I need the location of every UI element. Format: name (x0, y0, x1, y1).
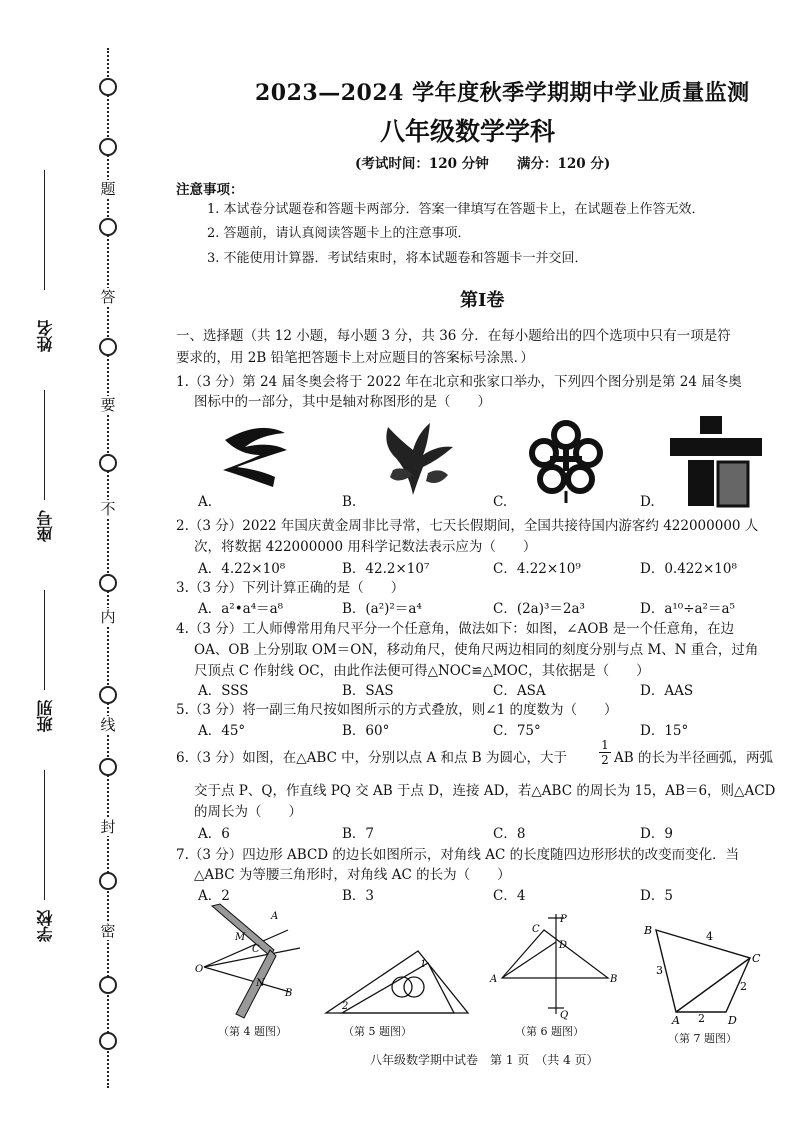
binding-circle (99, 1032, 117, 1050)
notes-heading: 注意事项： (176, 182, 244, 198)
fig6-label: Q (560, 1010, 569, 1020)
fig7-label: A (672, 1014, 680, 1024)
q1-figure-a (215, 415, 305, 505)
q4-stem: 4.（3 分）工人师傅常用角尺平分一个任意角，做法如下：如图，∠AOB 是一个任意角，在边 (176, 621, 735, 637)
fig4-label: N (256, 978, 265, 989)
binding-circle (99, 574, 117, 592)
fig7-label: 3 (656, 964, 663, 977)
section-title: 第Ⅰ卷 (460, 290, 505, 311)
q2-stem: 2.（3 分）2022 年国庆黄金周非比寻常，七天长假期间，全国共接待国内游客约 422000000 人 (176, 518, 759, 534)
binding-char: 内 (100, 608, 116, 626)
q5-option-a: A．45° (198, 723, 246, 739)
q3-option-c: C．(2a)³＝2a³ (493, 601, 585, 617)
q7-option-d: D．5 (640, 888, 673, 904)
q6-fraction (599, 738, 611, 767)
q7-option-b: B．3 (342, 888, 375, 904)
q6-stem: AB 的长为半径画弧，两弧 (614, 750, 773, 766)
fig6-label: D (559, 940, 568, 951)
q7-stem: 7.（3 分）四边形 ABCD 的边长如图所示，对角线 AC 的长度随四边形形状的改变而变化．当 (176, 847, 740, 863)
binding-char: 不 (100, 500, 116, 518)
q4-option-c: C．ASA (493, 683, 546, 699)
q1-option-d: D. (640, 494, 655, 510)
section-intro: 要求的，用 2B 铅笔把答题卡上对应题目的答案标号涂黑．） (176, 350, 534, 366)
binding-circle (99, 758, 117, 776)
school-label: 学校 (36, 910, 55, 942)
q6-option-c: C．8 (493, 826, 526, 842)
fig7-label: B (644, 924, 653, 937)
q4-option-d: D．AAS (640, 683, 694, 699)
figure-5-caption: （第 5 题图） (343, 1025, 412, 1038)
q4-option-b: B．SAS (342, 683, 394, 699)
binding-circle (99, 138, 117, 156)
q7-option-a: A．2 (198, 888, 230, 904)
name-label: 姓名 (36, 320, 55, 352)
fig4-label: M (235, 932, 246, 943)
fig7-label: 2 (740, 980, 747, 993)
q4-stem: 尺顶点 C 作射线 OC，由此作法便可得△NOC≌△MOC，其依据是（ ） (194, 663, 650, 679)
q6-fraction-denominator: 2 (599, 752, 611, 767)
q2-option-c: C．4.22×10⁹ (493, 561, 581, 577)
class-blank-line (44, 590, 45, 690)
fig4-label: B (285, 988, 293, 999)
fig6-label: B (610, 974, 618, 985)
fig6-label: A (490, 974, 498, 985)
q3-option-b: B．(a²)²＝a⁴ (342, 601, 422, 617)
figure-6 (486, 910, 626, 1020)
q6-option-b: B．7 (342, 826, 375, 842)
fig7-label: D (728, 1014, 737, 1024)
q1-option-a: A. (198, 494, 213, 510)
figure-7 (638, 918, 768, 1024)
q1-option-c: C. (493, 494, 508, 510)
fig7-label: 4 (706, 930, 713, 943)
figure-7-caption: （第 7 题图） (668, 1032, 737, 1045)
seat-label: 座号 (36, 510, 55, 542)
q1-figure-c (520, 413, 612, 505)
q1-stem: 图标中的一部分，其中是轴对称图形的是（ ） (194, 394, 491, 410)
q3-stem: 3.（3 分）下列计算正确的是（ ） (176, 580, 405, 596)
q1-figure-b (368, 415, 463, 505)
fig7-label: 2 (698, 1012, 705, 1024)
q6-option-a: A．6 (198, 826, 230, 842)
q1-stem: 1.（3 分）第 24 届冬奥会将于 2022 年在北京和张家口举办，下列四个图分别是第 24 届冬奥 (176, 374, 742, 390)
binding-circle (99, 338, 117, 356)
fig5-label: 1 (420, 959, 427, 970)
fig6-label: C (532, 924, 540, 935)
q6-stem: 交于点 P、Q，作直线 PQ 交 AB 于点 D，连接 AD，若△ABC 的周长为 15，AB＝6，则△ACD (194, 783, 776, 799)
fig6-label: P (560, 914, 567, 925)
q7-option-c: C．4 (493, 888, 526, 904)
binding-circle (99, 976, 117, 994)
figure-5 (322, 945, 472, 1020)
seat-blank-line (44, 390, 45, 500)
q3-option-a: A．a²•a⁴＝a⁸ (198, 601, 284, 617)
binding-circle (99, 454, 117, 472)
q4-stem: OA、OB 上分别取 OM＝ON，移动角尺，使角尺两边相同的刻度分别与点 M、N 重合，过角 (194, 642, 759, 658)
q1-figure-d (666, 412, 766, 508)
binding-circle (99, 218, 117, 236)
figure-4 (192, 900, 312, 1020)
class-label: 班别 (36, 700, 55, 732)
q2-option-a: A．4.22×10⁸ (198, 561, 286, 577)
note-item: 1. 本试卷分试题卷和答题卡两部分．答案一律填写在答题卡上，在试题卷上作答无效． (207, 202, 705, 217)
binding-char: 答 (100, 288, 116, 306)
exam-title: 2023—2024 学年度秋季学期期中学业质量监测 (255, 80, 750, 106)
fig4-label: C (252, 944, 260, 955)
fig4-label: A (271, 911, 279, 922)
q6-stem: 的周长为（ ） (194, 804, 302, 820)
binding-circle (99, 78, 117, 96)
q5-option-c: C．75° (493, 723, 541, 739)
q5-stem: 5.（3 分）将一副三角尺按如图所示的方式叠放，则∠1 的度数为（ ） (176, 702, 618, 718)
fig7-label: C (752, 952, 761, 965)
binding-circle (99, 686, 117, 704)
figure-4-caption: （第 4 题图） (218, 1025, 287, 1038)
fig4-label: O (195, 964, 204, 975)
section-intro: 一、选择题（共 12 小题，每小题 3 分，共 36 分．在每小题给出的四个选项中只有一项是符 (176, 328, 731, 344)
q5-option-d: D．15° (640, 723, 689, 739)
note-item: 3. 不能使用计算器．考试结束时，将本试题卷和答题卡一并交回． (207, 251, 588, 266)
binding-char: 要 (100, 396, 116, 414)
q3-option-d: D．a¹⁰÷a²＝a⁵ (640, 601, 735, 617)
q5-option-b: B．60° (342, 723, 390, 739)
figure-6-caption: （第 6 题图） (515, 1025, 584, 1038)
q6-option-d: D．9 (640, 826, 673, 842)
page-footer: 八年级数学期中试卷 第 1 页 （共 4 页） (370, 1053, 599, 1067)
school-blank-line (44, 770, 45, 900)
subject-title: 八年级数学学科 (380, 117, 556, 146)
binding-circle (99, 872, 117, 890)
q2-stem: 次，将数据 422000000 用科学记数法表示应为（ ） (194, 539, 537, 555)
fig5-label: 2 (342, 1001, 349, 1012)
exam-info: (考试时间：120 分钟 满分：120 分) (355, 156, 611, 172)
binding-char: 密 (100, 922, 116, 940)
binding-char: 题 (100, 180, 116, 198)
binding-char: 线 (100, 716, 116, 734)
q4-option-a: A．SSS (198, 683, 249, 699)
note-item: 2. 答题前，请认真阅读答题卡上的注意事项． (207, 226, 471, 241)
q1-option-b: B. (342, 494, 357, 510)
q2-option-b: B．42.2×10⁷ (342, 561, 430, 577)
q6-stem: 6.（3 分）如图，在△ABC 中，分别以点 A 和点 B 为圆心，大于 (176, 750, 568, 766)
q7-stem: △ABC 为等腰三角形时，对角线 AC 的长为（ ） (194, 867, 511, 883)
q6-fraction-numerator: 1 (601, 738, 609, 752)
q2-option-d: D．0.422×10⁸ (640, 561, 737, 577)
binding-char: 封 (100, 818, 116, 836)
name-blank-line (44, 170, 45, 290)
